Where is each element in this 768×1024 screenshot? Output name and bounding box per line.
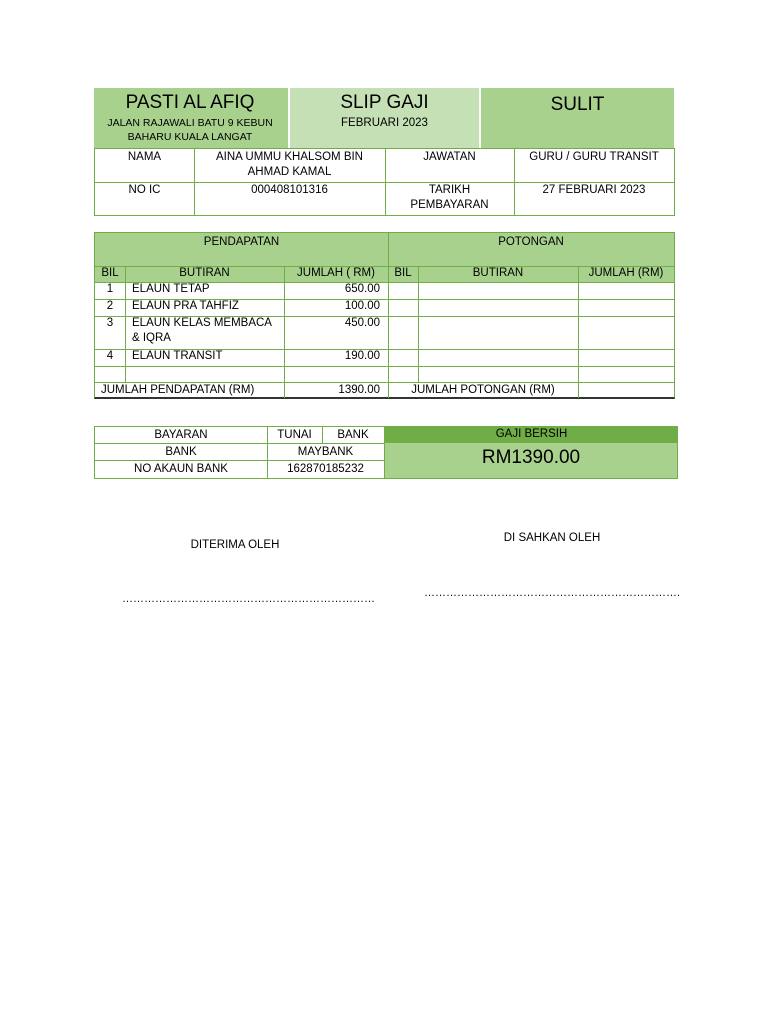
earnings-col-no: BIL [101,267,119,279]
bank-value: MAYBANK [297,446,354,458]
table-row-no: 2 [106,300,114,312]
table-row-no: 3 [106,317,114,329]
approved-signature-line: ……………………………………………………………. [424,587,681,599]
employee-info-table [94,148,675,216]
classification-label: SULIT [550,94,605,115]
earnings-col-item: BUTIRAN [179,267,230,279]
earnings-deductions-table [94,232,675,399]
received-signature-line: …………………………………………………………… [122,593,375,605]
payment-table [94,426,385,479]
earnings-total-value: 1390.00 [338,384,380,396]
deductions-col-no: BIL [394,267,412,279]
payment-option-cash: TUNAI [277,429,312,441]
payment-option-bank: BANK [337,429,369,441]
bank-label: BANK [165,446,197,458]
earnings-total-label: JUMLAH PENDAPATAN (RM) [101,384,255,396]
received-by-label: DITERIMA OLEH [190,539,280,551]
name-value: AINA UMMU KHALSOM BIN AHMAD KAMAL [216,151,363,178]
table-row-amount: 190.00 [344,350,380,362]
org-address: JALAN RAJAWALI BATU 9 KEBUN BAHARU KUALA LANGAT [107,117,273,143]
earnings-section-title: PENDAPATAN [203,236,280,248]
table-row-amount: 100.00 [344,300,380,312]
position-label: JAWATAN [423,151,476,163]
approved-by-label: DI SAHKAN OLEH [503,532,601,544]
paydate-value: 27 FEBRUARI 2023 [542,184,646,196]
deductions-total-label: JUMLAH POTONGAN (RM) [411,384,555,396]
net-pay-value: RM1390.00 [385,443,678,479]
name-label: NAMA [127,151,162,163]
table-row-amount: 450.00 [344,317,380,329]
table-row-item: ELAUN KELAS MEMBACA & IQRA [132,317,272,344]
table-row-item: ELAUN PRA TAHFIZ [132,300,239,312]
deductions-section-title: POTONGAN [498,236,564,248]
pay-period: FEBRUARI 2023 [341,117,428,129]
table-row-no: 1 [106,283,114,295]
table-row-item: ELAUN TRANSIT [132,350,223,362]
earnings-col-amount: JUMLAH ( RM) [297,267,375,279]
net-pay-label: GAJI BERSIH [385,426,678,443]
doc-title: SLIP GAJI [340,92,429,113]
ic-label: NO IC [128,184,161,196]
org-name: PASTI AL AFIQ [125,92,255,113]
deductions-col-amount: JUMLAH (RM) [588,267,664,279]
position-value: GURU / GURU TRANSIT [529,151,659,163]
payment-method-label: BAYARAN [154,429,208,441]
deductions-col-item: BUTIRAN [472,267,524,279]
table-row-amount: 650.00 [344,283,380,295]
ic-value: 000408101316 [251,184,328,196]
table-row-no: 4 [106,350,114,362]
table-row-item: ELAUN TETAP [132,283,210,295]
account-value: 162870185232 [287,463,364,475]
account-label: NO AKAUN BANK [134,463,228,475]
paydate-label: TARIKH PEMBAYARAN [410,184,489,211]
